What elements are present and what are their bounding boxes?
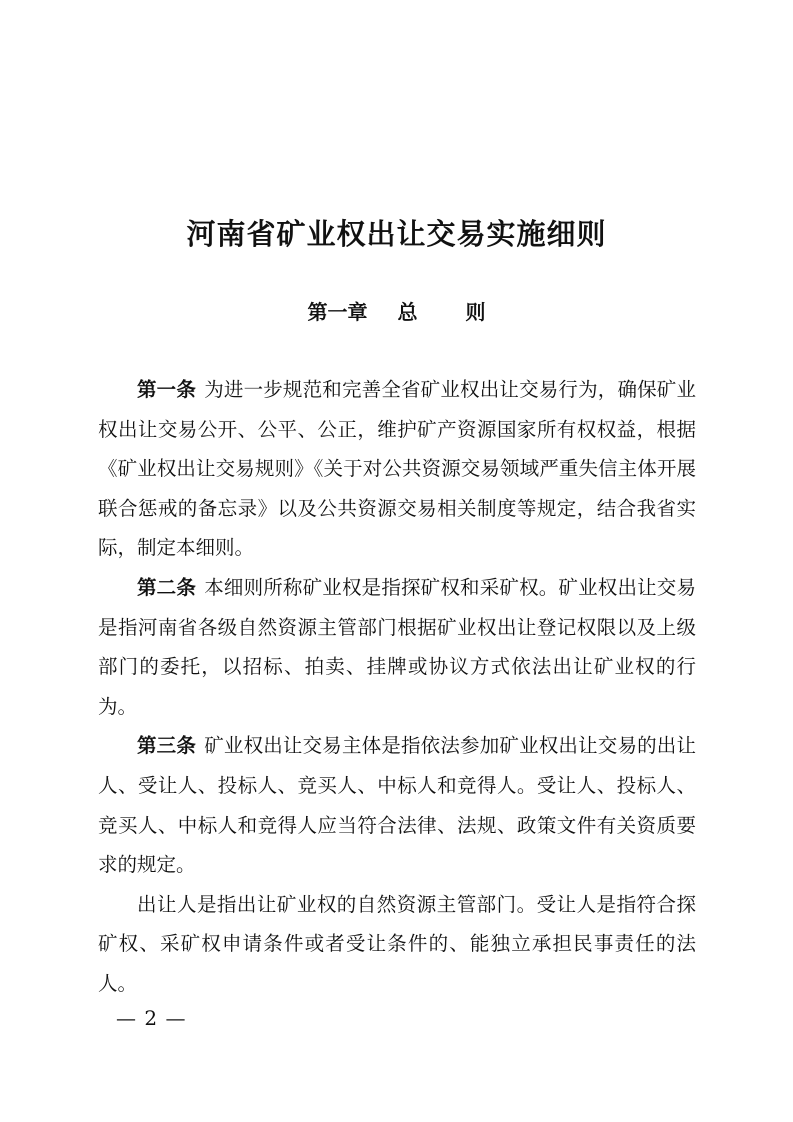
chapter-name-first: 总 <box>397 300 418 324</box>
chapter-name-second: 则 <box>465 300 486 324</box>
article-1 <box>98 370 696 568</box>
chapter-number: 第一章 <box>307 300 368 324</box>
page-number: — 2 — <box>116 1006 187 1030</box>
article-label: 第三条 <box>137 734 197 758</box>
article-label: 第一条 <box>137 378 197 401</box>
article-text: 本细则所称矿业权是指探矿权和采矿权。矿业权出让交易是指河南省各级自然资源主管部门根据矿业权出让登记权限以及上级部门的委托，以招标、拍卖、挂牌或协议方式依法出让矿业权的行为。 <box>98 575 696 718</box>
article-text: 矿业权出让交易主体是指依法参加矿业权出让交易的出让人、受让人、投标人、竞买人、中标人和竞得人。受让人、投标人、竞买人、中标人和竞得人应当符合法律、法规、政策文件有关资质要求的规定。 <box>98 734 696 877</box>
article-text: 为进一步规范和完善全省矿业权出让交易行为，确保矿业权出让交易公开、公平、公正，维护矿产资源国家所有权权益，根据《矿业权出让交易规则》《关于对公共资源交易领域严重失信主体开展联合惩戒的备忘录》以及公共资源交易相关制度等规定，结合我省实际，制定本细则。 <box>98 378 696 560</box>
document-title: 河南省矿业权出让交易实施细则 <box>186 217 607 251</box>
document-body <box>98 370 696 1004</box>
body-paragraph: 出让人是指出让矿业权的自然资源主管部门。受让人是指符合探矿权、采矿权申请条件或者受让条件的、能独立承担民事责任的法人。 <box>98 892 696 995</box>
article-3 <box>98 726 696 884</box>
article-label: 第二条 <box>137 575 197 599</box>
chapter-heading <box>0 296 793 328</box>
article-2 <box>98 568 696 726</box>
